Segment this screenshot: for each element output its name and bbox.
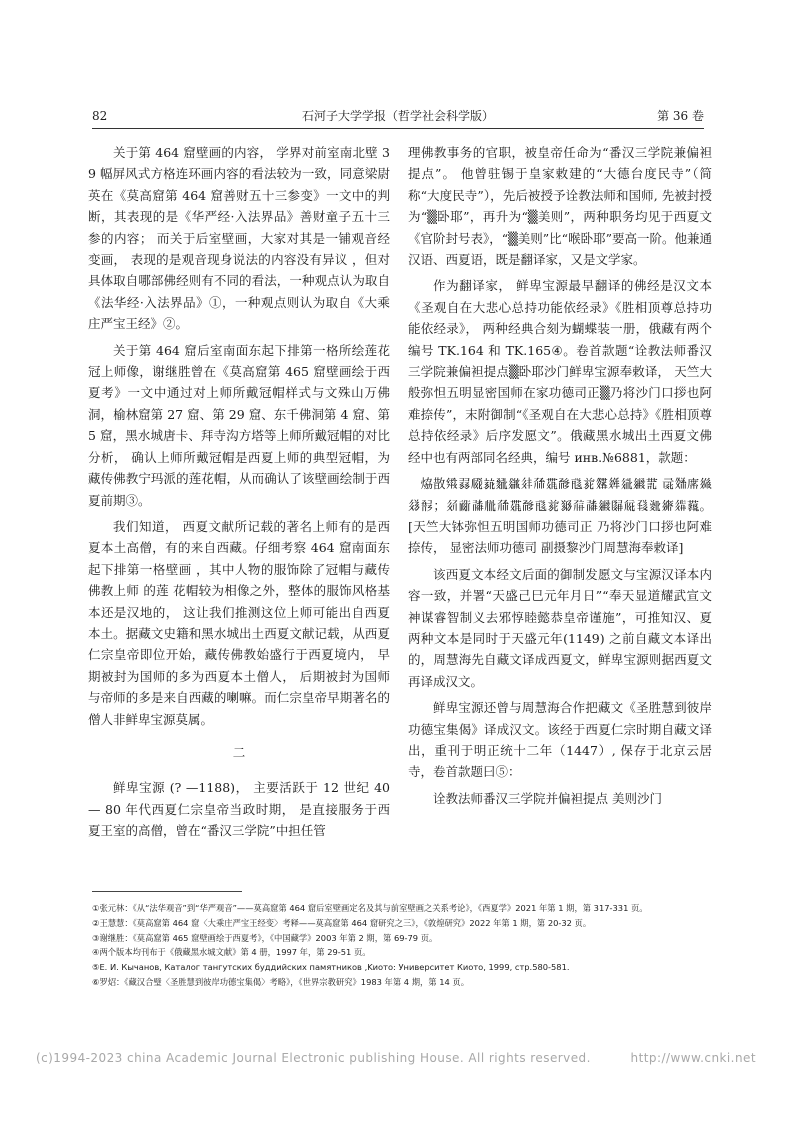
paragraph: 关于第 464 窟后室南面东起下排第一格所绘莲花冠上师像，谢继胜曾在《莫高窟第 465 窟壁画绘于西夏考》一文中通过对上师所戴冠帽样式与文殊山万佛洞，榆林窟第 27 窟、第 29 窟、东千佛洞第 4 窟、第 5 窟，黑水城唐卡、拜寺沟方塔等上师所戴冠帽的对比分析， 确认上师所戴冠帽是西夏上师的典型冠帽，为藏传佛教宁玛派的莲花帽，从而确认了该壁画绘制于西夏前期③。 bbox=[88, 342, 390, 508]
colophon-line: 诠教法师番汉三学院并偏袒提点 美则沙门 bbox=[433, 790, 662, 806]
footnote: ④两个版本均刊布于《俄藏黑水城文献》第 4 册，1997 年，第 29-51 页。 bbox=[92, 947, 371, 958]
page-header bbox=[92, 107, 704, 125]
paragraph: 理佛教事务的官职，被皇帝任命为“番汉三学院兼偏袒提点”。 他曾驻锡于皇家敕建的“大德台度民寺”（简称“大度民寺”），先后被授予诠教法师和国师, 先被封授为“▒卧耶”，再升为“▒美则”，两种职务均见于西夏文《官阶封号表》，“▒美则”比“喉卧耶”要高一阶。他兼通汉语、西夏语，既是翻译家，又是文学家。 bbox=[408, 145, 712, 268]
footnote: ①张元林：《从“法华观音”到“华严观音”——莫高窟第 464 窟后室壁画定名及其与前室壁画之关系考论》，《西夏学》2021 年第 1 期，第 317-331 页。 bbox=[92, 903, 648, 913]
journal-title: 石河子大学学报（哲学社会科学版） bbox=[301, 109, 494, 123]
watermark-url: http://www.cnki.net bbox=[630, 1051, 756, 1065]
tangut-quotation: 㶸㪚𗋽𗰰𗆧𗭪𘙇𗫡𗢳𗗙𗶷𘓋𗷣𗐱𗽳𗤶𗣼𗪺𗚑 𗕑𗽔𘟙𗦁𗣀𘘚；𗢯𗠁𗰜𗄻𗗙𗶷𘓋𗷣𗐱𗰈𗗚𗰜𗪺𗂹𗏁𗱀𘝯𗦀𗦧𗜐。[天竺大钵弥怛五明国师功德司正 乃将沙门口拶也阿难捺传， 显密法师功德司 副摄黎沙门周慧海奉敕译] bbox=[408, 476, 712, 556]
footnote-rule bbox=[92, 891, 242, 892]
footnote: ⑤Е. И. Кычанов, Каталог тангутских буддийских памятников ,Kиото: Университет Киото, 1999, стр.580-581. bbox=[92, 962, 570, 973]
footnote: ②王慧慧：《莫高窟第 464 窟〈大乘庄严宝王经变〉考释——莫高窟第 464 窟研究之三》，《敦煌研究》2022 年第 1 期，第 20-32 页。 bbox=[92, 917, 592, 928]
paragraph: 鲜卑宝源还曾与周慧海合作把藏文《圣胜慧到彼岸功德宝集偈》译成汉文。该经于西夏仁宗时期自藏文译出，重刊于明正统十二年（1447）, 保存于北京云居寺，卷首款题曰⑤： bbox=[408, 700, 712, 780]
copyright-watermark bbox=[36, 1051, 756, 1065]
paragraph: 我们知道， 西夏文献所记载的著名上师有的是西夏本土高僧，有的来自西藏。仔细考察 464 窟南面东起下排第一格壁画 ，其中人物的服饰除了冠帽与藏传佛教上师 的莲 花帽较为相像之外，整体的服饰风格基本还是汉地的， 这让我们推测这位上师可能出自西夏本土。据藏文史籍和黑水城出土西夏文献记载，从西夏仁宗皇帝即位开始，藏传佛教始盛行于西夏境内， 早期被封为国师的多为西夏本土僧人， 后期被封为国师与帝师的多是来自西藏的喇嘛。而仁宗皇帝早期著名的僧人非鲜卑宝源莫属。 bbox=[88, 518, 390, 727]
watermark-text: (c)1994-2023 china Academic Journal Electronic publishing House. All rights reserved. bbox=[36, 1051, 591, 1065]
paragraph: 关于第 464 窟壁画的内容， 学界对前室南北壁 39 幅屏风式方格连环画内容的看法较为一致，同意梁尉英在《莫高窟第 464 窟善财五十三参变》一文中的判断，其表现的是《华严经·入法界品》善财童子五十三参的内容； 而关于后室壁画，大家对其是一铺观音经变画， 表现的是观音现身说法的内容没有异议 ，但对具体取自哪部佛经则有不同的看法，一种观点认为取自《法华经·入法界品》①，一种观点则认为取自《大乘庄严宝王经》②。 bbox=[88, 145, 390, 332]
page-number: 82 bbox=[92, 109, 108, 123]
section-heading: 二 bbox=[232, 744, 246, 760]
header-rule bbox=[92, 128, 704, 129]
paragraph: 鲜卑宝源 (? —1188)， 主要活跃于 12 世纪 40— 80 年代西夏仁宗皇帝当政时期， 是直接服务于西夏王室的高僧，曾在“番汉三学院”中担任管 bbox=[88, 780, 390, 839]
paragraph: 该西夏文本经文后面的御制发愿文与宝源汉译本内容一致，并署“天盛己巳元年月日”“奉天显道耀武宣文神谋睿智制义去邪惇睦懿恭皇帝谨施”，可推知汉、夏两种文本是同时于天盛元年(1149) 之前自藏文本译出的，周慧海先自藏文译成西夏文，鲜卑宝源则据西夏文再译成汉文。 bbox=[408, 566, 712, 689]
paragraph: 作为翻译家， 鲜卑宝源最早翻译的佛经是汉文本《圣观自在大悲心总持功能依经录》《胜相顶尊总持功能依经录》， 两种经典合刻为蝴蝶装一册，俄藏有两个编号 TK.164 和 TK.165④。卷首款题“诠教法师番汉三学院兼偏袒提点▒卧耶沙门鲜卑宝源奉敕译， 天竺大般弥怛五明显密国师在家功德司正▒乃将沙门口拶也阿难捺传”，末附御制“《圣观自在大悲心总持》《胜相顶尊总持依经录》后序发愿文”。俄藏黑水城出土西夏文佛经中也有两部同名经典，编号 инв.№6881，款题： bbox=[408, 278, 712, 465]
footnotes bbox=[92, 902, 710, 991]
footnote: ③谢继胜：《莫高窟第 465 窟壁画绘于西夏考》，《中国藏学》2003 年第 2 期，第 69-79 页。 bbox=[92, 932, 438, 943]
right-column bbox=[408, 142, 712, 814]
left-column bbox=[88, 142, 390, 847]
footnote: ⑥罗炤：《藏汉合璧〈圣胜慧到彼岸功德宝集偈〉考略》，《世界宗教研究》1983 年第 4 期，第 14 页。 bbox=[92, 976, 470, 987]
volume-label: 第 36 卷 bbox=[657, 109, 704, 123]
